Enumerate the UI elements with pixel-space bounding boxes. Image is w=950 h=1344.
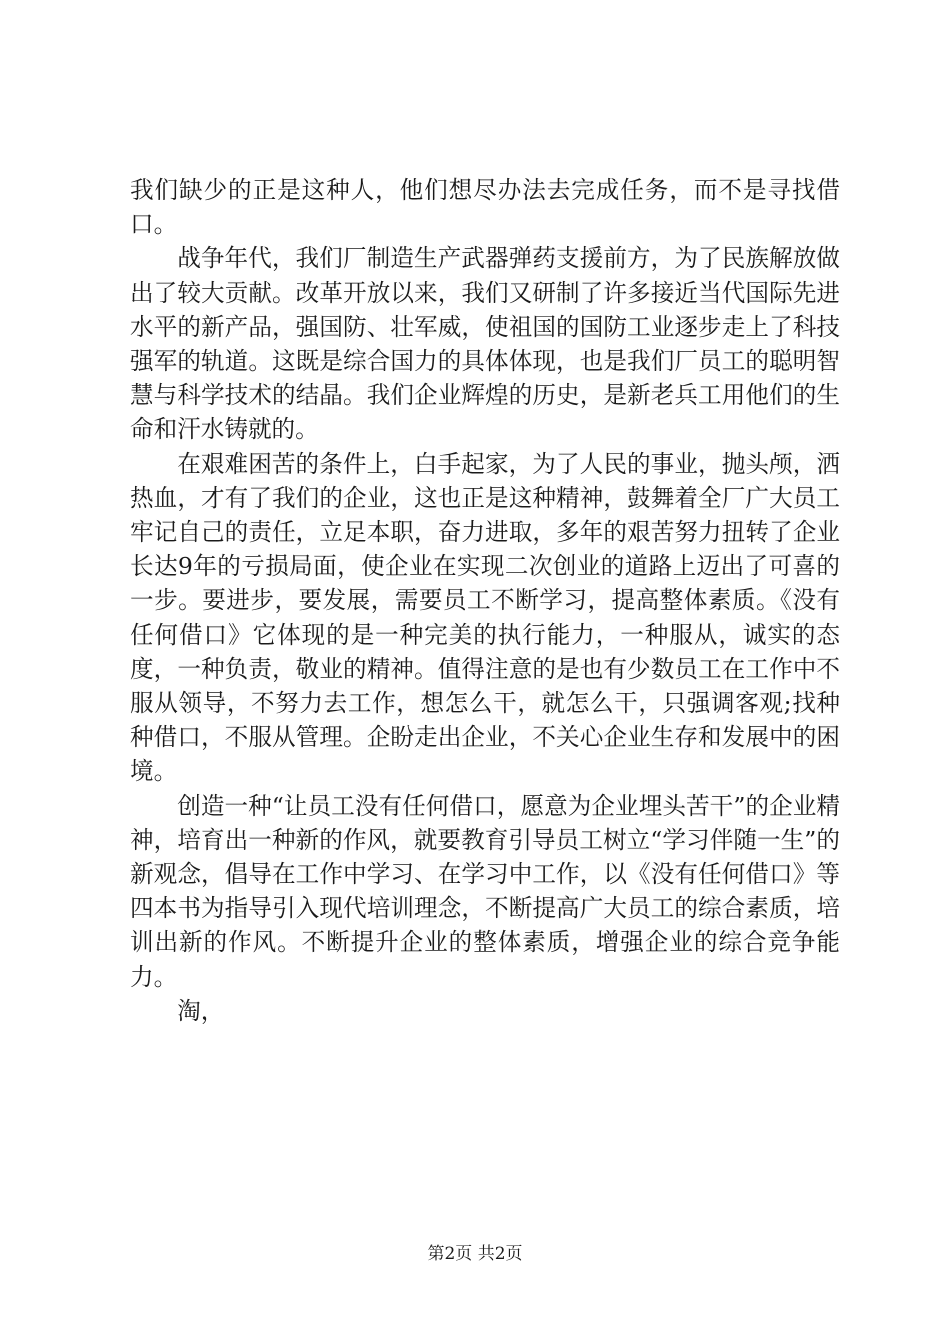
paragraph-1: 我们缺少的正是这种人，他们想尽办法去完成任务，而不是寻找借口。 xyxy=(130,176,840,239)
page-footer: 第2页 共2页 xyxy=(427,1244,523,1264)
paragraph-4: 创造一种“让员工没有任何借口，愿意为企业埋头苦干”的企业精神，培育出一种新的作风，就要教育引导员工树立“学习伴随一生”的新观念，倡导在工作中学习、在学习中工作，以《没有任何借口》等四本书为指导引入现代培训理念，不断提高广大员工的综合素质，培训出新的作风。不断提升企业的整体素质，增强企业的综合竞争能力。 xyxy=(130,791,840,991)
paragraph-5: 淘， xyxy=(177,996,225,1025)
document-body xyxy=(130,173,840,1028)
paragraph-3: 在艰难困苦的条件上，白手起家，为了人民的事业，抛头颅，洒热血，才有了我们的企业，这也正是这种精神，鼓舞着全厂广大员工牢记自己的责任，立足本职，奋力进取，多年的艰苦努力扭转了企业长达9年的亏损局面，使企业在实现二次创业的道路上迈出了可喜的一步。要进步，要发展，需要员工不断学习，提高整体素质。《没有任何借口》它体现的是一种完美的执行能力，一种服从，诚实的态度，一种负责，敬业的精神。值得注意的是也有少数员工在工作中不服从领导，不努力去工作，想怎么干，就怎么干，只强调客观;找种种借口，不服从管理。企盼走出企业，不关心企业生存和发展中的困境。 xyxy=(130,449,840,786)
paragraph-2: 战争年代，我们厂制造生产武器弹药支援前方，为了民族解放做出了较大贡献。改革开放以来，我们又研制了许多接近当代国际先进水平的新产品，强国防、壮军威，使祖国的国防工业逐步走上了科技强军的轨道。这既是综合国力的具体体现，也是我们厂员工的聪明智慧与科学技术的结晶。我们企业辉煌的历史，是新老兵工用他们的生命和汗水铸就的。 xyxy=(130,244,840,444)
